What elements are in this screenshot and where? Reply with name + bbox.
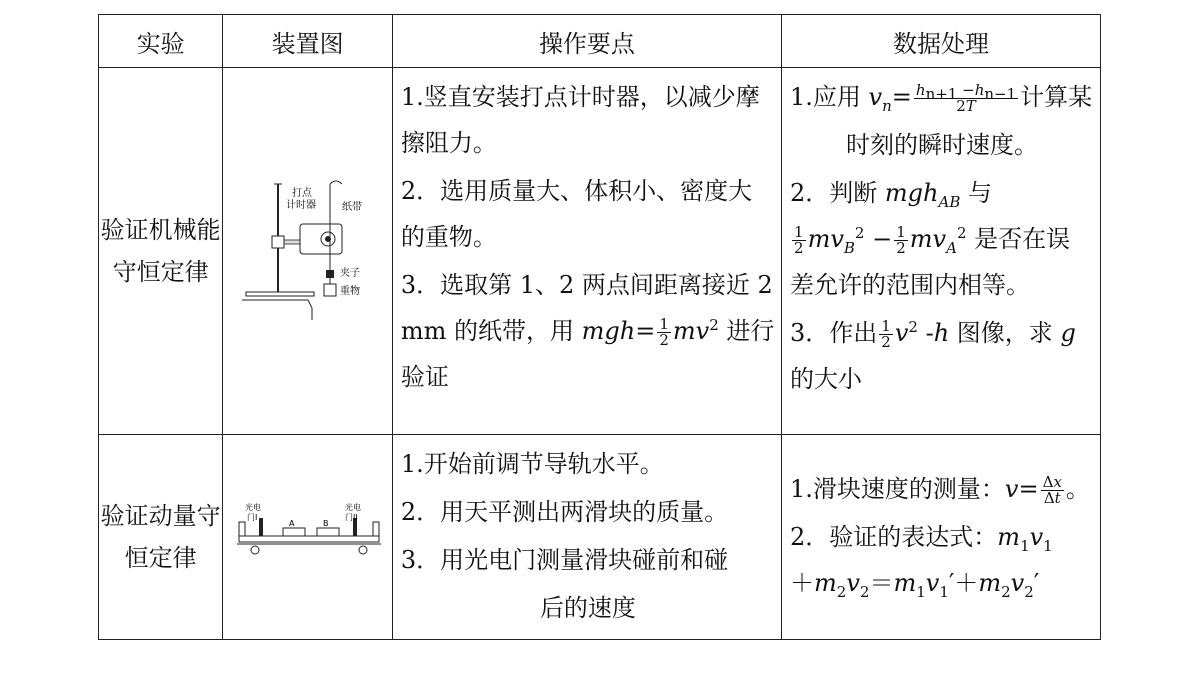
header-operation: 操作要点 [392,15,781,68]
table-row-momentum [99,435,1101,640]
label-block-b: B [322,519,329,528]
table-row-mechanical-energy [99,68,1101,435]
op-1: 1.开始前调节导轨水平。 [400,450,664,478]
op-2: 2．用天平测出两滑块的质量。 [400,498,729,526]
label-gate-right-2: 门II [344,513,358,522]
label-gate-left-2: 门I [246,513,257,522]
free-fall-apparatus-figure [238,174,378,324]
label-timer-2: 计时器 [285,200,316,211]
header-apparatus: 装置图 [223,15,393,68]
op-1: 1.竖直安装打点计时器，以减少摩擦阻力。 [400,83,760,157]
experiment-name: 验证动量守恒定律 [99,435,223,640]
data-2: 2．验证的表达式：$m_1v_1$ $+m_2v_2=m_1v_1'+m_2v_2'$ [790,523,1053,601]
experiment-name: 验证机械能守恒定律 [99,68,223,435]
label-timer-1: 打点 [291,188,312,199]
air-track-apparatus-figure [233,500,383,570]
apparatus-figure-cell [223,435,393,640]
operation-cell [392,435,781,640]
data-2: 2．判断 mgh$_{AB}$ 与 $\frac{1}{2}$ $mv_B^2$ − $\frac{1}{2}$ $mv_A^2$ 是否在误差允许的范围内相等。 [790,179,1071,299]
operation-cell [392,68,781,435]
label-clip: 夹子 [339,268,360,279]
data-cell [782,68,1101,435]
op-3-line2: 后的速度 [539,594,636,622]
op-3: 3．用光电门测量滑块碰前和碰 [400,546,729,574]
label-block-a: A [288,519,295,528]
op-2: 2．选用质量大、体积小、密度大的重物。 [400,177,753,251]
header-experiment: 实验 [99,15,223,68]
data-1-line2: 时刻的瞬时速度。 [846,131,1038,159]
data-1: 1.应用 $v_n=$ $\frac{h_{n+1} -h_{n-1}}{2T}$ 计算某 [790,81,1093,115]
data-1: 1.滑块速度的测量：v= $\frac{\Delta x}{\Delta t}$ 。 [790,473,1090,507]
header-row [99,15,1101,68]
header-data: 数据处理 [782,15,1101,68]
experiment-table [98,14,1101,640]
label-gate-left-1: 光电 [244,503,261,512]
data-3: 3．作出 $\frac{1}{2}$ $v^2$ -h 图像，求 g 的大小 [790,317,1076,393]
op-3: 3．选取第 1、2 两点间距离接近 2 mm 的纸带，用 mgh= $\frac{1}{2}$ $mv^2$ 进行验证 [400,271,775,391]
label-weight: 重物 [339,286,360,297]
label-gate-right-1: 光电 [344,503,361,512]
apparatus-figure-cell [223,68,393,435]
label-tape: 纸带 [341,202,362,213]
data-cell [782,435,1101,640]
